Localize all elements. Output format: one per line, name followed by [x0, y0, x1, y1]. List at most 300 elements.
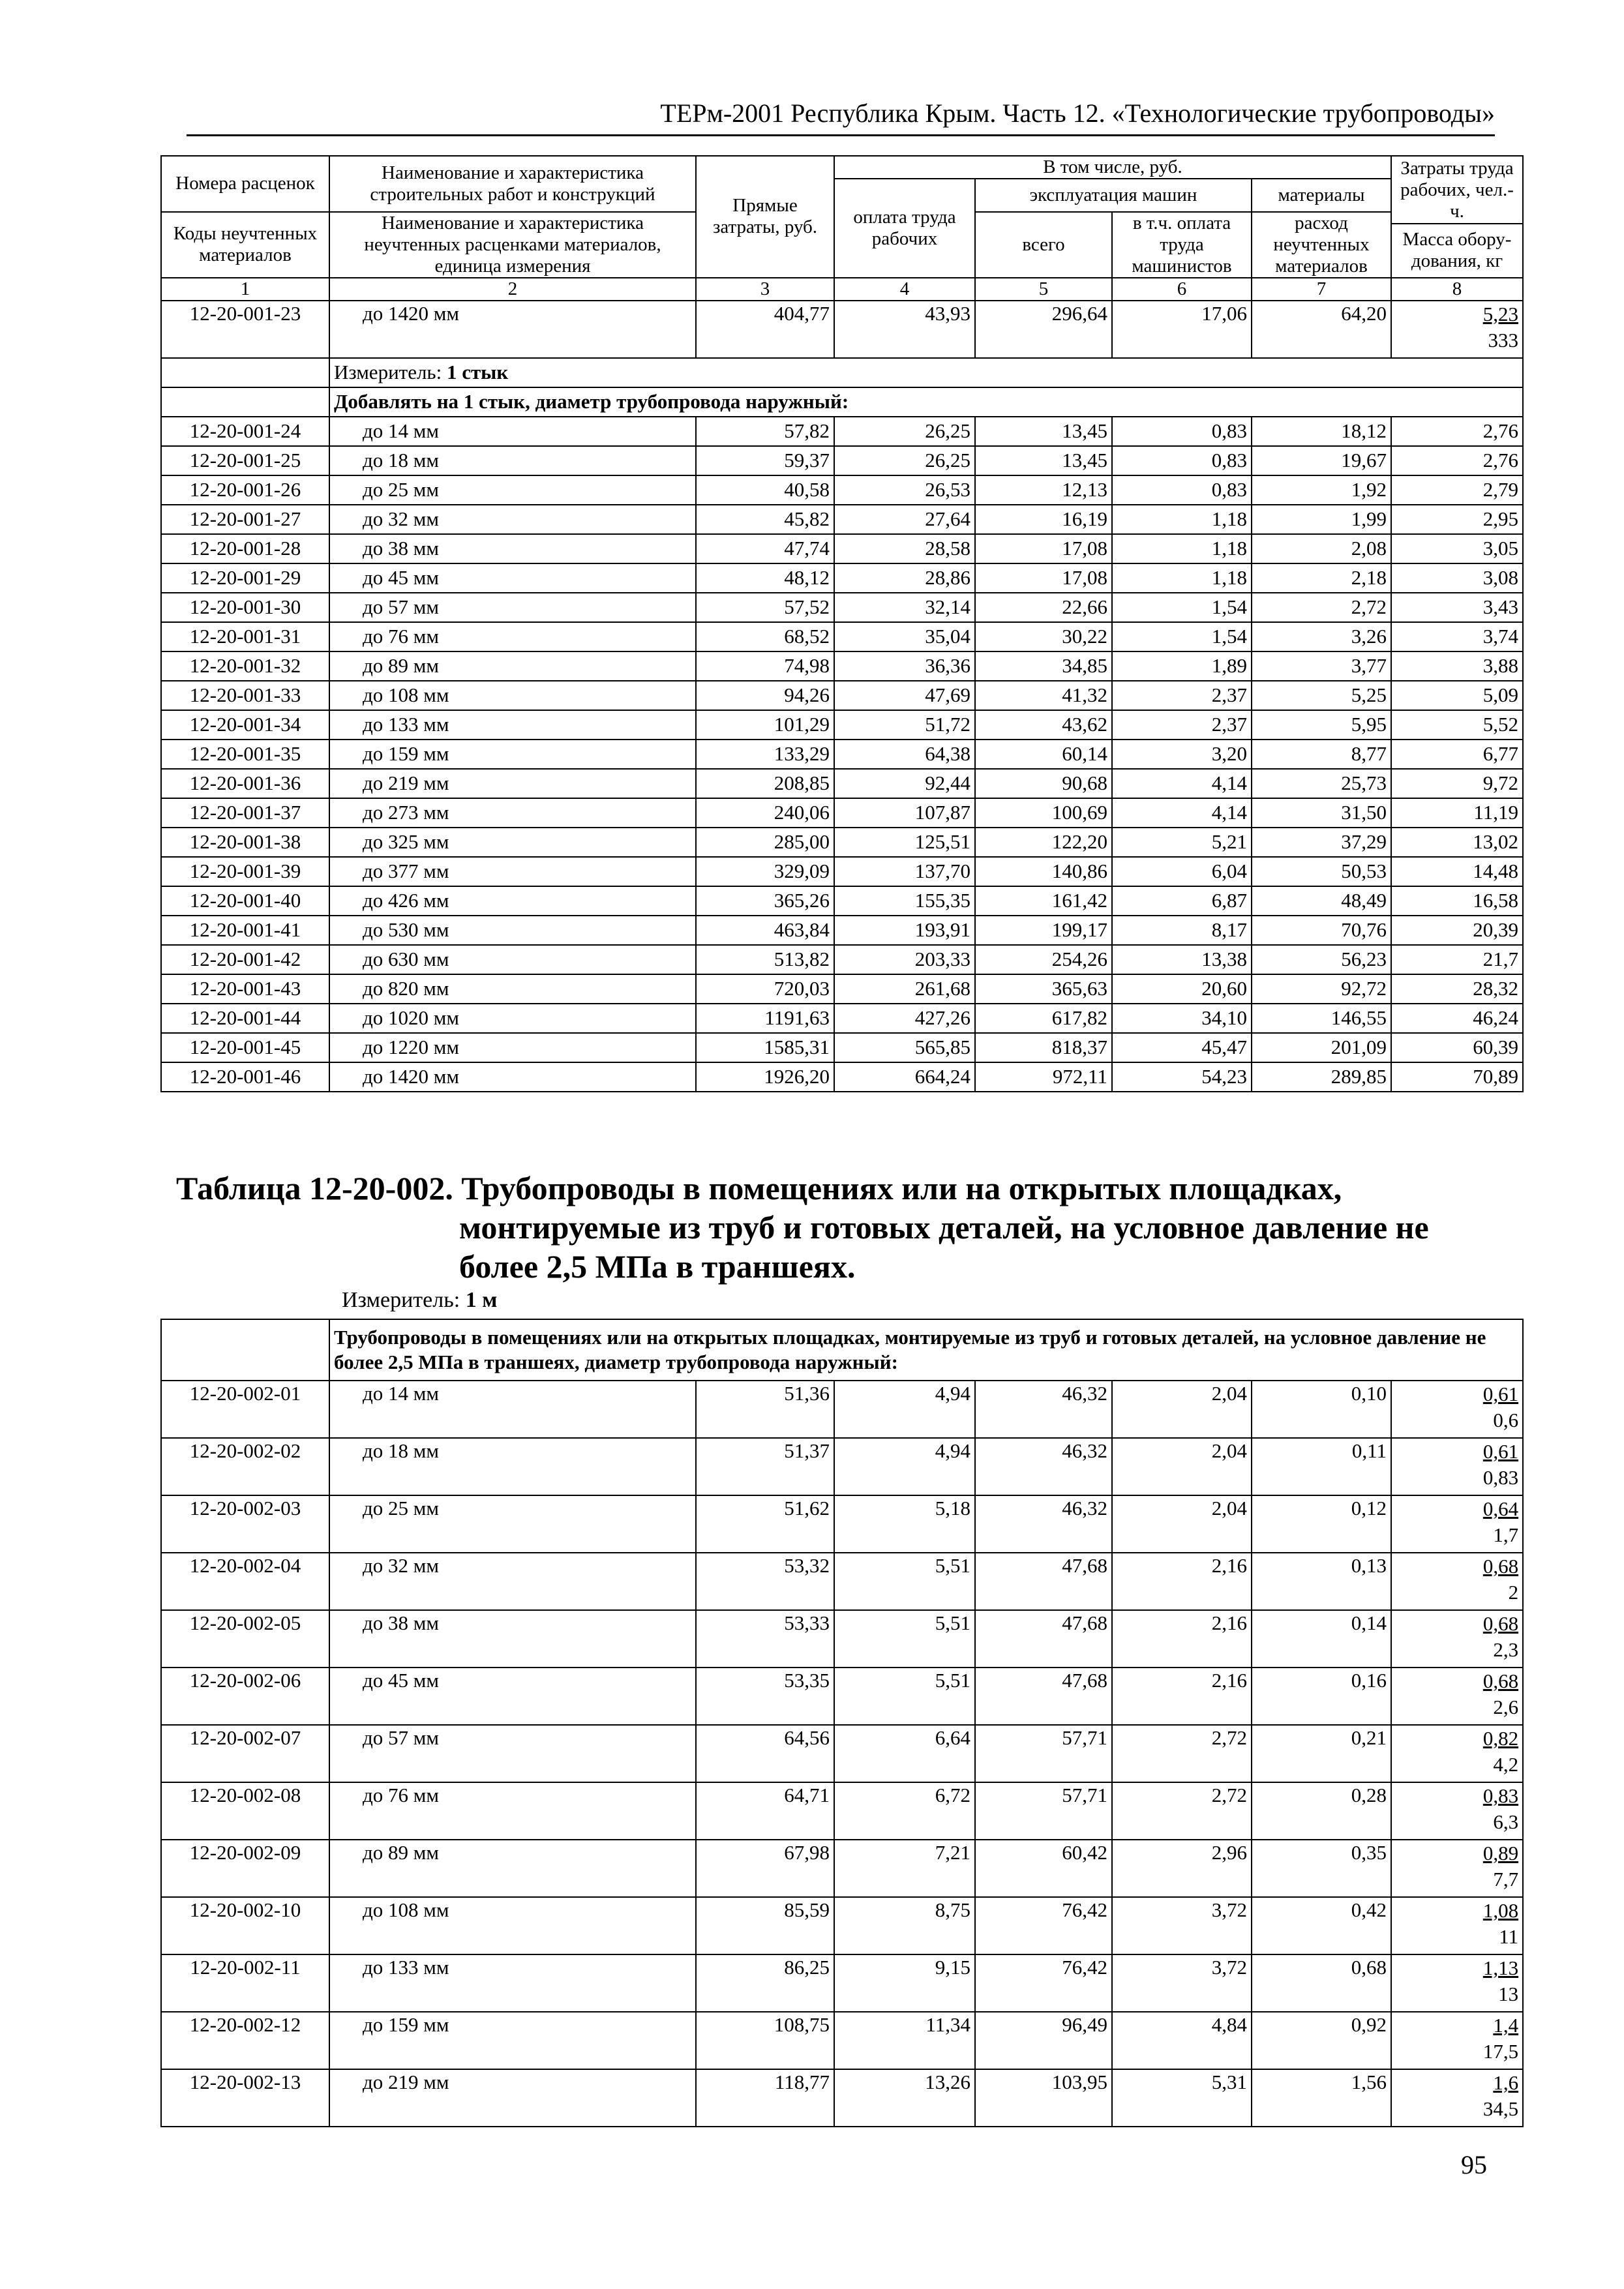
table-row: [161, 1954, 1523, 2012]
mass-value: 4,2: [1493, 1753, 1519, 1776]
labor-value: 0,68: [1482, 1669, 1519, 1692]
cell-value: 27,64: [834, 505, 975, 534]
cell-value: 133,29: [696, 740, 834, 769]
cell-value: 43,62: [975, 710, 1112, 740]
rate-code: 12-20-002-09: [161, 1840, 329, 1897]
cell-value: 617,82: [975, 1004, 1112, 1033]
cell-value: 68,52: [696, 622, 834, 651]
cell-value: 26,25: [834, 446, 975, 475]
labor-mass-cell: [1391, 2069, 1523, 2127]
cell-value: 2,37: [1112, 681, 1252, 710]
rate-code: 12-20-001-28: [161, 534, 329, 563]
cell-value: 2,79: [1391, 475, 1523, 505]
rate-code: 12-20-002-05: [161, 1610, 329, 1668]
rate-name: до 76 мм: [329, 1782, 696, 1840]
rate-name: до 820 мм: [329, 974, 696, 1004]
mass-value: 7,7: [1493, 1868, 1519, 1891]
cell-value: 254,26: [975, 945, 1112, 974]
rate-code: 12-20-001-41: [161, 916, 329, 945]
table-row: [161, 593, 1523, 622]
mass-value: 2,6: [1493, 1696, 1519, 1718]
cell-value: 20,60: [1112, 974, 1252, 1004]
cell-value: 285,00: [696, 828, 834, 857]
cell-value: 51,62: [696, 1495, 834, 1553]
rate-name: до 273 мм: [329, 798, 696, 828]
cell-value: 6,72: [834, 1782, 975, 1840]
cell-value: 47,69: [834, 681, 975, 710]
rate-code: 12-20-002-07: [161, 1725, 329, 1782]
cell-value: 1,56: [1252, 2069, 1391, 2127]
mass-value: 34,5: [1482, 2097, 1519, 2120]
rate-name: до 108 мм: [329, 1897, 696, 1954]
cell-value: 13,45: [975, 417, 1112, 446]
table-row: [161, 1725, 1523, 1782]
col-operator-pay: в т.ч. оплата труда машинистов: [1112, 212, 1252, 278]
cell-value: 2,16: [1112, 1553, 1252, 1610]
cell-value: 13,26: [834, 2069, 975, 2127]
table-row: [161, 446, 1523, 475]
table-row: [161, 475, 1523, 505]
table-row: [161, 1668, 1523, 1725]
cell-value: 1,92: [1252, 475, 1391, 505]
cell-value: 28,58: [834, 534, 975, 563]
mass-value: 0,83: [1482, 1466, 1519, 1489]
rate-name: до 219 мм: [329, 2069, 696, 2127]
cell-value: 60,42: [975, 1840, 1112, 1897]
cell-value: 3,77: [1252, 651, 1391, 681]
table-row: [161, 798, 1523, 828]
rate-name: до 32 мм: [329, 505, 696, 534]
labor-value: 0,61: [1482, 1383, 1519, 1405]
col-work-name: Наименование и характеристика строительных работ и конструкций: [329, 156, 696, 212]
rate-code: 12-20-001-38: [161, 828, 329, 857]
labor-mass-cell: [1391, 1495, 1523, 1553]
cell-value: 2,76: [1391, 446, 1523, 475]
table-row: [161, 534, 1523, 563]
cell-value: 972,11: [975, 1062, 1112, 1092]
labor-mass-cell: [1391, 1381, 1523, 1438]
cell-value: 108,75: [696, 2012, 834, 2069]
rate-code: 12-20-002-11: [161, 1954, 329, 2012]
rate-code: 12-20-001-37: [161, 798, 329, 828]
meter-label: Измеритель: 1 стык: [329, 358, 1523, 387]
labor-mass-cell: [1391, 1668, 1523, 1725]
cell-value: 125,51: [834, 828, 975, 857]
rate-name: до 1420 мм: [329, 1062, 696, 1092]
cell-value: 137,70: [834, 857, 975, 886]
cell-value: 64,71: [696, 1782, 834, 1840]
cell-value: 96,49: [975, 2012, 1112, 2069]
column-numbers-row: [161, 278, 1523, 301]
table2-title: Таблица 12-20-002. Трубопроводы в помещениях или на открытых площадках, монтируемые из труб и готовых деталей, на условное давление не более 2,5 МПа в траншеях.: [176, 1170, 1429, 1285]
cell-value: 404,77: [696, 301, 834, 358]
labor-value: 1,08: [1482, 1899, 1519, 1922]
cell-value: 818,37: [975, 1033, 1112, 1062]
cell-value: 0,35: [1252, 1840, 1391, 1897]
cell-value: 67,98: [696, 1840, 834, 1897]
cell-value: 289,85: [1252, 1062, 1391, 1092]
cell-value: 13,02: [1391, 828, 1523, 857]
labor-value: 1,6: [1493, 2071, 1519, 2094]
cell-value: 1,18: [1112, 534, 1252, 563]
rate-name: до 1420 мм: [329, 301, 696, 358]
cell-value: 3,88: [1391, 651, 1523, 681]
cell-value: 14,48: [1391, 857, 1523, 886]
table-row: [161, 505, 1523, 534]
table-row: [161, 417, 1523, 446]
table1-rows: [161, 417, 1523, 1092]
table2-rows: [161, 1381, 1523, 2127]
mass-value: 1,7: [1493, 1523, 1519, 1546]
rate-name: до 14 мм: [329, 417, 696, 446]
cell-value: 47,68: [975, 1668, 1112, 1725]
cell-value: 56,23: [1252, 945, 1391, 974]
cell-value: 2,04: [1112, 1381, 1252, 1438]
cell-value: 4,84: [1112, 2012, 1252, 2069]
cell-value: 4,14: [1112, 798, 1252, 828]
cell-value: 35,04: [834, 622, 975, 651]
cell-value: 16,19: [975, 505, 1112, 534]
cell-value: 261,68: [834, 974, 975, 1004]
cell-value: 2,04: [1112, 1438, 1252, 1495]
rate-name: до 1020 мм: [329, 1004, 696, 1033]
cell-value: 85,59: [696, 1897, 834, 1954]
meter-value: 1 стык: [446, 361, 509, 383]
cell-value: 122,20: [975, 828, 1112, 857]
cell-value: 26,25: [834, 417, 975, 446]
mass-value: 2,3: [1493, 1638, 1519, 1661]
rate-code: 12-20-002-01: [161, 1381, 329, 1438]
cell-value: 103,95: [975, 2069, 1112, 2127]
col-machines-total: всего: [975, 212, 1112, 278]
cell-value: 28,32: [1391, 974, 1523, 1004]
rate-name: до 133 мм: [329, 1954, 696, 2012]
cell-value: 8,75: [834, 1897, 975, 1954]
cell-value: 70,76: [1252, 916, 1391, 945]
cell-value: 37,29: [1252, 828, 1391, 857]
cell-value: 34,85: [975, 651, 1112, 681]
col-rate-numbers: Номера расценок: [161, 156, 329, 212]
rate-name: до 45 мм: [329, 1668, 696, 1725]
cell-value: 0,28: [1252, 1782, 1391, 1840]
cell-value: 53,35: [696, 1668, 834, 1725]
cell-value: 208,85: [696, 769, 834, 798]
rate-code: 12-20-001-29: [161, 563, 329, 593]
rate-name: до 108 мм: [329, 681, 696, 710]
cell-value: 26,53: [834, 475, 975, 505]
labor-value: 0,82: [1482, 1727, 1519, 1750]
cell-value: 1,89: [1112, 651, 1252, 681]
cell-value: 53,32: [696, 1553, 834, 1610]
cell-value: 74,98: [696, 651, 834, 681]
labor-mass-cell: [1391, 1438, 1523, 1495]
cell-value: 100,69: [975, 798, 1112, 828]
table-row: [161, 945, 1523, 974]
labor-value: 0,68: [1482, 1612, 1519, 1635]
cell-value: 16,58: [1391, 886, 1523, 916]
rate-code: 12-20-001-44: [161, 1004, 329, 1033]
cell-value: 2,96: [1112, 1840, 1252, 1897]
table-row: [161, 710, 1523, 740]
cell-value: 51,72: [834, 710, 975, 740]
rate-code: 12-20-001-26: [161, 475, 329, 505]
cell-value: 296,64: [975, 301, 1112, 358]
page-number: 95: [1461, 2150, 1487, 2179]
cell-value: 60,14: [975, 740, 1112, 769]
cell-value: 86,25: [696, 1954, 834, 2012]
cell-value: 34,10: [1112, 1004, 1252, 1033]
table-row: [161, 828, 1523, 857]
cell-value: 0,13: [1252, 1553, 1391, 1610]
cell-value: 240,06: [696, 798, 834, 828]
col-num: 3: [696, 278, 834, 301]
cell-value: 5,51: [834, 1553, 975, 1610]
rate-name: до 377 мм: [329, 857, 696, 886]
cell-value: 6,64: [834, 1725, 975, 1782]
labor-mass-cell: [1391, 1553, 1523, 1610]
cell-value: 41,32: [975, 681, 1112, 710]
rate-code: 12-20-002-02: [161, 1438, 329, 1495]
cell-value: 3,43: [1391, 593, 1523, 622]
cell-value: 513,82: [696, 945, 834, 974]
cell-value: 17,06: [1112, 301, 1252, 358]
cell-value: 2,95: [1391, 505, 1523, 534]
cell-value: 0,10: [1252, 1381, 1391, 1438]
cell-value: 90,68: [975, 769, 1112, 798]
cell-value: 5,51: [834, 1610, 975, 1668]
rate-code: 12-20-001-33: [161, 681, 329, 710]
table-row: [161, 1553, 1523, 1610]
cell-value: 51,37: [696, 1438, 834, 1495]
cell-value: 0,14: [1252, 1610, 1391, 1668]
cell-value: 50,53: [1252, 857, 1391, 886]
rate-code: 12-20-002-10: [161, 1897, 329, 1954]
rate-code: 12-20-001-30: [161, 593, 329, 622]
table-row: [161, 916, 1523, 945]
rate-code: 12-20-001-34: [161, 710, 329, 740]
cell-value: 2,04: [1112, 1495, 1252, 1553]
rate-name: до 18 мм: [329, 446, 696, 475]
rate-code: 12-20-001-31: [161, 622, 329, 651]
col-direct-costs: Прямые затраты, руб.: [696, 156, 834, 278]
cell-value: 8,77: [1252, 740, 1391, 769]
cell-value: 2,16: [1112, 1610, 1252, 1668]
cell-value: 31,50: [1252, 798, 1391, 828]
mass-value: 2: [1508, 1581, 1519, 1604]
cell-value: 40,58: [696, 475, 834, 505]
rate-name: до 57 мм: [329, 593, 696, 622]
mass-value: 11: [1499, 1925, 1519, 1948]
cell-value: 2,08: [1252, 534, 1391, 563]
cell-value: 76,42: [975, 1897, 1112, 1954]
rate-code: 12-20-001-27: [161, 505, 329, 534]
labor-value: 0,68: [1482, 1555, 1519, 1578]
col-num: 5: [975, 278, 1112, 301]
rate-name: до 325 мм: [329, 828, 696, 857]
cell-value: 22,66: [975, 593, 1112, 622]
rate-code: 12-20-002-04: [161, 1553, 329, 1610]
labor-mass-cell: [1391, 1954, 1523, 2012]
cell-value: 201,09: [1252, 1033, 1391, 1062]
cell-value: 329,09: [696, 857, 834, 886]
cell-value: 57,52: [696, 593, 834, 622]
cell-value: 2,18: [1252, 563, 1391, 593]
cell-value: 21,7: [1391, 945, 1523, 974]
table-row: [161, 1897, 1523, 1954]
labor-value: 0,89: [1482, 1842, 1519, 1864]
cell-value: 3,08: [1391, 563, 1523, 593]
group-heading: Добавлять на 1 стык, диаметр трубопровода наружный:: [329, 387, 1523, 417]
rate-name: до 133 мм: [329, 710, 696, 740]
cell-value: 199,17: [975, 916, 1112, 945]
cell-value: 12,13: [975, 475, 1112, 505]
rate-name: до 57 мм: [329, 1725, 696, 1782]
table-row: [161, 2012, 1523, 2069]
labor-value: 1,13: [1482, 1956, 1519, 1979]
cell-value: 3,05: [1391, 534, 1523, 563]
cell-value: 140,86: [975, 857, 1112, 886]
cell-value: 1585,31: [696, 1033, 834, 1062]
cell-value: 92,44: [834, 769, 975, 798]
cell-value: 107,87: [834, 798, 975, 828]
col-num: 8: [1391, 278, 1523, 301]
cell-value: 193,91: [834, 916, 975, 945]
cell-value: 6,77: [1391, 740, 1523, 769]
rates-table-12-20-002: [160, 1319, 1524, 2127]
cell-value: 13,38: [1112, 945, 1252, 974]
cell-value: 17,08: [975, 534, 1112, 563]
rate-code: 12-20-001-43: [161, 974, 329, 1004]
cell-value: 4,94: [834, 1381, 975, 1438]
cell-value: 155,35: [834, 886, 975, 916]
cell-value: 25,73: [1252, 769, 1391, 798]
cell-value: 2,16: [1112, 1668, 1252, 1725]
cell-value: 2,72: [1112, 1782, 1252, 1840]
rate-code: 12-20-001-45: [161, 1033, 329, 1062]
rate-name: до 25 мм: [329, 475, 696, 505]
table-row: [161, 563, 1523, 593]
rate-name: до 159 мм: [329, 740, 696, 769]
cell-value: 7,21: [834, 1840, 975, 1897]
col-num: 6: [1112, 278, 1252, 301]
cell-value: 203,33: [834, 945, 975, 974]
rate-name: до 219 мм: [329, 769, 696, 798]
mass-value: 17,5: [1482, 2040, 1519, 2063]
cell-value: 48,49: [1252, 886, 1391, 916]
cell-value: 9,15: [834, 1954, 975, 2012]
cell-value: 54,23: [1112, 1062, 1252, 1092]
table-row: [161, 1840, 1523, 1897]
rate-name: до 25 мм: [329, 1495, 696, 1553]
labor-mass-cell: [1391, 1610, 1523, 1668]
table-row: [161, 886, 1523, 916]
cell-value: 32,14: [834, 593, 975, 622]
cell-value: 664,24: [834, 1062, 975, 1092]
meter-row: [161, 358, 1523, 387]
cell-value: 118,77: [696, 2069, 834, 2127]
cell-value: 46,32: [975, 1495, 1112, 1553]
cell-value: 46,32: [975, 1381, 1112, 1438]
mass-value: 333: [1488, 328, 1518, 352]
cell-value: 30,22: [975, 622, 1112, 651]
cell-value: 46,32: [975, 1438, 1112, 1495]
col-machines: эксплуатация машин: [975, 179, 1252, 212]
labor-mass-cell: [1391, 301, 1523, 358]
cell-value: 3,20: [1112, 740, 1252, 769]
cell-value: 9,72: [1391, 769, 1523, 798]
rate-name: до 32 мм: [329, 1553, 696, 1610]
labor-value: 0,61: [1482, 1440, 1519, 1463]
cell-value: 365,63: [975, 974, 1112, 1004]
rate-code: 12-20-001-36: [161, 769, 329, 798]
cell-value: 47,68: [975, 1610, 1112, 1668]
col-num: 1: [161, 278, 329, 301]
labor-mass-cell: [1391, 1897, 1523, 1954]
rate-code: 12-20-001-42: [161, 945, 329, 974]
table-row: [161, 681, 1523, 710]
cell-value: 0,83: [1112, 417, 1252, 446]
cell-value: 101,29: [696, 710, 834, 740]
labor-value: 1,4: [1493, 2014, 1519, 2037]
rate-name: до 630 мм: [329, 945, 696, 974]
cell-value: 0,21: [1252, 1725, 1391, 1782]
cell-value: 0,83: [1112, 475, 1252, 505]
cell-value: 0,92: [1252, 2012, 1391, 2069]
cell-value: 8,17: [1112, 916, 1252, 945]
cell-value: 5,51: [834, 1668, 975, 1725]
cell-value: 1,18: [1112, 505, 1252, 534]
labor-mass-cell: [1391, 1840, 1523, 1897]
group-row: [161, 1319, 1523, 1381]
table2-meter: Измеритель: 1 м: [342, 1288, 498, 1312]
cell-value: 0,16: [1252, 1668, 1391, 1725]
cell-value: 57,82: [696, 417, 834, 446]
table-row: [161, 1782, 1523, 1840]
cell-value: 53,33: [696, 1610, 834, 1668]
cell-value: 0,83: [1112, 446, 1252, 475]
rate-code: 12-20-001-40: [161, 886, 329, 916]
cell-value: 3,72: [1112, 1897, 1252, 1954]
labor-value: 0,64: [1482, 1497, 1519, 1520]
cell-value: 64,20: [1252, 301, 1391, 358]
cell-value: 94,26: [696, 681, 834, 710]
cell-value: 28,86: [834, 563, 975, 593]
cell-value: 6,04: [1112, 857, 1252, 886]
table1-header: [161, 156, 1523, 301]
col-num: 2: [329, 278, 696, 301]
table-row: [161, 1004, 1523, 1033]
cell-value: 5,25: [1252, 681, 1391, 710]
rate-code: 12-20-001-46: [161, 1062, 329, 1092]
rate-name: до 76 мм: [329, 622, 696, 651]
group-row: [161, 387, 1523, 417]
cell-value: 565,85: [834, 1033, 975, 1062]
cell-value: 11,34: [834, 2012, 975, 2069]
cell-value: 5,09: [1391, 681, 1523, 710]
col-num: 7: [1252, 278, 1391, 301]
cell-value: 161,42: [975, 886, 1112, 916]
labor-value: 0,83: [1482, 1784, 1519, 1807]
cell-value: 18,12: [1252, 417, 1391, 446]
rate-name: до 89 мм: [329, 1840, 696, 1897]
cell-value: 47,74: [696, 534, 834, 563]
cell-value: 1191,63: [696, 1004, 834, 1033]
col-including: В том числе, руб.: [834, 156, 1391, 179]
cell-value: 0,12: [1252, 1495, 1391, 1553]
rate-name: до 18 мм: [329, 1438, 696, 1495]
rates-table-12-20-001: [160, 155, 1524, 1092]
rate-code: 12-20-001-25: [161, 446, 329, 475]
